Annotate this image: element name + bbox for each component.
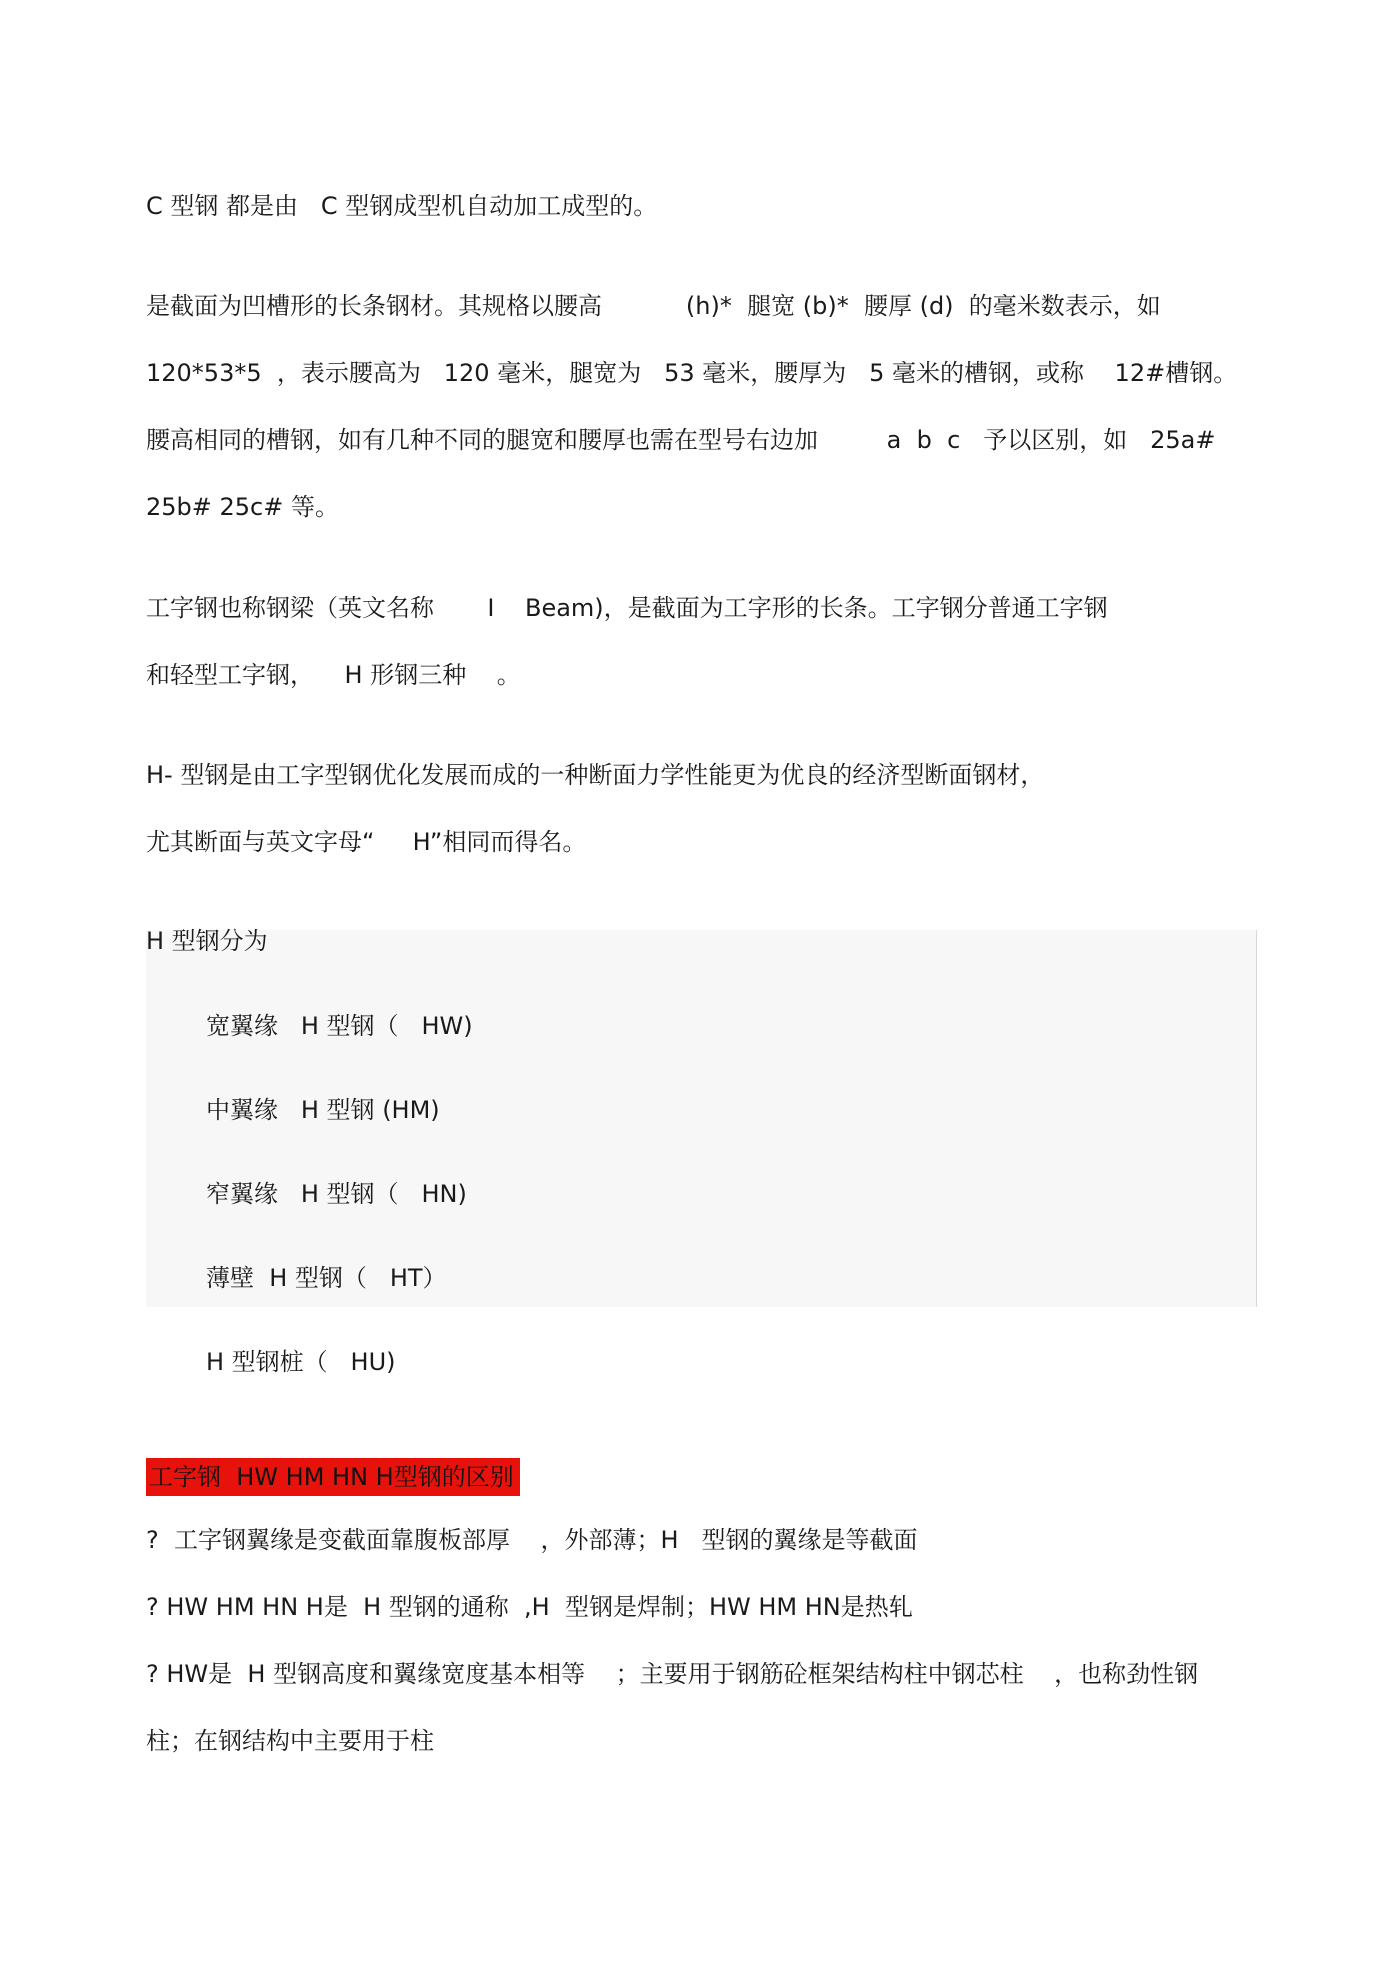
h-type-item: 薄壁 H 型钢（ HT） <box>206 1264 447 1292</box>
difference-heading: 工字钢 HW HM HN H型钢的区别 <box>146 1458 520 1496</box>
c-section-intro: C 型钢 都是由 C 型钢成型机自动加工成型的。 <box>146 192 658 220</box>
difference-line-3: ? HW是 H 型钢高度和翼缘宽度基本相等 ；主要用于钢筋砼框架结构柱中钢芯柱 ，也称劲性钢 <box>146 1660 1199 1688</box>
h-type-item: 窄翼缘 H 型钢（ HN) <box>206 1180 467 1208</box>
difference-line-2: ? HW HM HN H是 H 型钢的通称 ,H 型钢是焊制；HW HM HN是热轧 <box>146 1593 913 1621</box>
difference-line-1: ? 工字钢翼缘是变截面靠腹板部厚 ，外部薄；H 型钢的翼缘是等截面 <box>146 1526 918 1554</box>
difference-line-4: 柱；在钢结构中主要用于柱 <box>146 1727 434 1755</box>
h-section-line-1: H- 型钢是由工字型钢优化发展而成的一种断面力学性能更为优良的经济型断面钢材， <box>146 761 1045 789</box>
h-section-line-2: 尤其断面与英文字母“ H”相同而得名。 <box>146 828 587 856</box>
h-type-item: H 型钢桩（ HU) <box>206 1348 396 1376</box>
h-type-item: 中翼缘 H 型钢 (HM) <box>206 1096 440 1124</box>
h-types-heading: H 型钢分为 <box>146 927 268 955</box>
channel-line-4: 25b# 25c# 等。 <box>146 493 339 521</box>
i-beam-line-1: 工字钢也称钢梁（英文名称 I Beam)，是截面为工字形的长条。工字钢分普通工字钢 <box>146 594 1108 622</box>
i-beam-line-2: 和轻型工字钢， H 形钢三种 。 <box>146 661 521 689</box>
channel-line-2: 120*53*5 ，表示腰高为 120 毫米，腿宽为 53 毫米，腰厚为 5 毫米的槽钢，或称 12#槽钢。 <box>146 359 1238 387</box>
channel-line-3: 腰高相同的槽钢，如有几种不同的腿宽和腰厚也需在型号右边加 a b c 予以区别，如 25a# <box>146 426 1216 454</box>
h-type-item: 宽翼缘 H 型钢（ HW) <box>206 1012 473 1040</box>
channel-line-1: 是截面为凹槽形的长条钢材。其规格以腰高 (h)* 腿宽 (b)* 腰厚 (d) 的毫米数表示，如 <box>146 292 1161 320</box>
